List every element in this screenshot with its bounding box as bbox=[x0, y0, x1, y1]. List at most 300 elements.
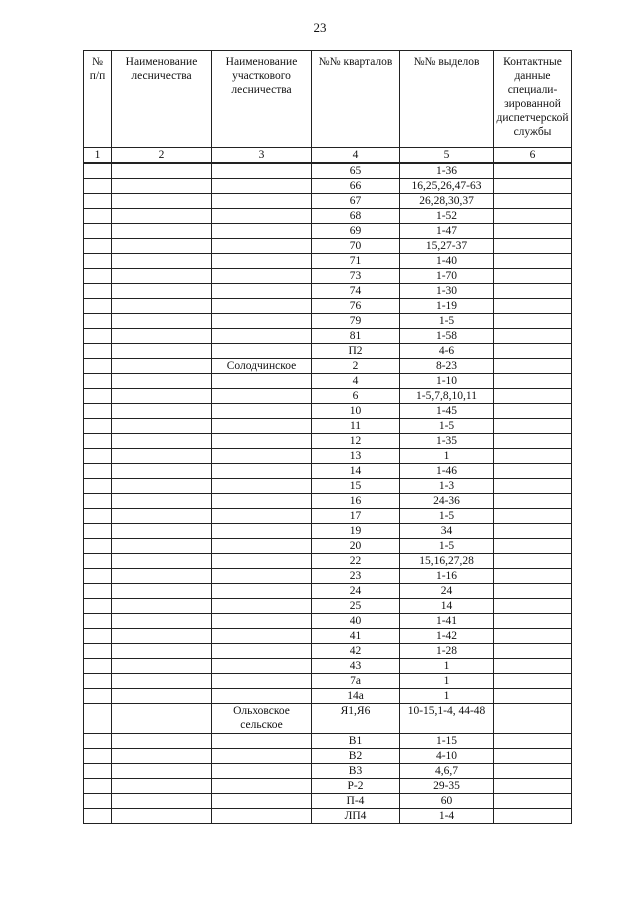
cell-allotment: 1-40 bbox=[400, 254, 494, 269]
table-row bbox=[84, 419, 572, 434]
cell-allotment: 1-5 bbox=[400, 314, 494, 329]
column-number: 3 bbox=[212, 148, 312, 164]
table-row bbox=[84, 209, 572, 224]
cell-contacts bbox=[494, 764, 572, 779]
cell-quarter: 15 bbox=[312, 479, 400, 494]
cell-district-forestry: Солодчинское bbox=[212, 359, 312, 374]
cell-forestry bbox=[112, 464, 212, 479]
cell-contacts bbox=[494, 269, 572, 284]
table-row bbox=[84, 314, 572, 329]
cell-quarter: 69 bbox=[312, 224, 400, 239]
cell-contacts bbox=[494, 254, 572, 269]
table-row bbox=[84, 239, 572, 254]
cell-allotment: 1 bbox=[400, 449, 494, 464]
cell-district-forestry bbox=[212, 179, 312, 194]
cell-contacts bbox=[494, 374, 572, 389]
table-row bbox=[84, 749, 572, 764]
cell-district-forestry bbox=[212, 644, 312, 659]
header-row bbox=[84, 51, 572, 148]
cell-allotment: 26,28,30,37 bbox=[400, 194, 494, 209]
cell-forestry bbox=[112, 764, 212, 779]
cell-quarter: 71 bbox=[312, 254, 400, 269]
cell-contacts bbox=[494, 464, 572, 479]
cell-quarter: 4 bbox=[312, 374, 400, 389]
cell-contacts bbox=[494, 674, 572, 689]
header-cell: №№ выделов bbox=[400, 51, 494, 148]
cell-district-forestry bbox=[212, 494, 312, 509]
cell-allotment: 15,16,27,28 bbox=[400, 554, 494, 569]
cell-district-forestry bbox=[212, 284, 312, 299]
cell-forestry bbox=[112, 449, 212, 464]
cell-allotment: 4-6 bbox=[400, 344, 494, 359]
table-row bbox=[84, 539, 572, 554]
cell-contacts bbox=[494, 494, 572, 509]
cell-allotment: 1-46 bbox=[400, 464, 494, 479]
cell-quarter: 41 bbox=[312, 629, 400, 644]
cell-contacts bbox=[494, 569, 572, 584]
cell-quarter: 20 bbox=[312, 539, 400, 554]
cell-district-forestry bbox=[212, 569, 312, 584]
cell-quarter: 79 bbox=[312, 314, 400, 329]
cell-quarter: Я1,Я6 bbox=[312, 704, 400, 734]
cell-number bbox=[84, 749, 112, 764]
cell-allotment: 60 bbox=[400, 794, 494, 809]
cell-number bbox=[84, 644, 112, 659]
cell-quarter: 42 bbox=[312, 644, 400, 659]
cell-contacts bbox=[494, 344, 572, 359]
cell-forestry bbox=[112, 344, 212, 359]
cell-forestry bbox=[112, 584, 212, 599]
cell-contacts bbox=[494, 239, 572, 254]
cell-number bbox=[84, 284, 112, 299]
table-row bbox=[84, 569, 572, 584]
cell-number bbox=[84, 224, 112, 239]
cell-number bbox=[84, 599, 112, 614]
cell-contacts bbox=[494, 389, 572, 404]
cell-forestry bbox=[112, 299, 212, 314]
cell-number bbox=[84, 404, 112, 419]
cell-forestry bbox=[112, 254, 212, 269]
cell-forestry bbox=[112, 809, 212, 824]
cell-forestry bbox=[112, 599, 212, 614]
cell-district-forestry bbox=[212, 224, 312, 239]
cell-district-forestry bbox=[212, 419, 312, 434]
cell-quarter: 70 bbox=[312, 239, 400, 254]
cell-number bbox=[84, 539, 112, 554]
cell-number bbox=[84, 269, 112, 284]
cell-contacts bbox=[494, 704, 572, 734]
cell-number bbox=[84, 329, 112, 344]
cell-number bbox=[84, 509, 112, 524]
table-row bbox=[84, 809, 572, 824]
cell-contacts bbox=[494, 163, 572, 179]
cell-allotment: 15,27-37 bbox=[400, 239, 494, 254]
cell-district-forestry bbox=[212, 239, 312, 254]
cell-forestry bbox=[112, 509, 212, 524]
cell-contacts bbox=[494, 599, 572, 614]
cell-quarter: П2 bbox=[312, 344, 400, 359]
cell-number bbox=[84, 179, 112, 194]
column-number-row bbox=[84, 148, 572, 164]
cell-number bbox=[84, 419, 112, 434]
cell-district-forestry bbox=[212, 509, 312, 524]
cell-number bbox=[84, 359, 112, 374]
cell-number bbox=[84, 449, 112, 464]
cell-allotment: 1-30 bbox=[400, 284, 494, 299]
cell-district-forestry bbox=[212, 554, 312, 569]
cell-allotment: 1-42 bbox=[400, 629, 494, 644]
table-row bbox=[84, 479, 572, 494]
cell-quarter: 66 bbox=[312, 179, 400, 194]
cell-contacts bbox=[494, 659, 572, 674]
column-number: 1 bbox=[84, 148, 112, 164]
cell-district-forestry bbox=[212, 674, 312, 689]
cell-number bbox=[84, 209, 112, 224]
cell-forestry bbox=[112, 374, 212, 389]
cell-number bbox=[84, 389, 112, 404]
column-number: 2 bbox=[112, 148, 212, 164]
cell-forestry bbox=[112, 359, 212, 374]
cell-contacts bbox=[494, 749, 572, 764]
cell-forestry bbox=[112, 179, 212, 194]
cell-forestry bbox=[112, 734, 212, 749]
column-number: 5 bbox=[400, 148, 494, 164]
cell-quarter: 13 bbox=[312, 449, 400, 464]
cell-quarter: 22 bbox=[312, 554, 400, 569]
cell-forestry bbox=[112, 644, 212, 659]
cell-district-forestry: Ольховское сельское bbox=[212, 704, 312, 734]
table-row bbox=[84, 779, 572, 794]
cell-district-forestry bbox=[212, 269, 312, 284]
cell-number bbox=[84, 794, 112, 809]
cell-number bbox=[84, 554, 112, 569]
cell-quarter: В1 bbox=[312, 734, 400, 749]
cell-quarter: 14а bbox=[312, 689, 400, 704]
cell-forestry bbox=[112, 749, 212, 764]
cell-number bbox=[84, 479, 112, 494]
cell-allotment: 1 bbox=[400, 674, 494, 689]
cell-district-forestry bbox=[212, 599, 312, 614]
cell-number bbox=[84, 524, 112, 539]
cell-allotment: 34 bbox=[400, 524, 494, 539]
cell-quarter: 25 bbox=[312, 599, 400, 614]
cell-district-forestry bbox=[212, 809, 312, 824]
cell-district-forestry bbox=[212, 314, 312, 329]
cell-allotment: 24 bbox=[400, 584, 494, 599]
cell-quarter: 7а bbox=[312, 674, 400, 689]
cell-number bbox=[84, 809, 112, 824]
cell-contacts bbox=[494, 644, 572, 659]
cell-allotment: 4,6,7 bbox=[400, 764, 494, 779]
cell-allotment: 1-16 bbox=[400, 569, 494, 584]
cell-number bbox=[84, 674, 112, 689]
cell-number bbox=[84, 344, 112, 359]
cell-district-forestry bbox=[212, 329, 312, 344]
cell-quarter: 11 bbox=[312, 419, 400, 434]
table-row bbox=[84, 254, 572, 269]
cell-forestry bbox=[112, 329, 212, 344]
table-row bbox=[84, 794, 572, 809]
cell-number bbox=[84, 734, 112, 749]
cell-contacts bbox=[494, 449, 572, 464]
cell-forestry bbox=[112, 284, 212, 299]
cell-forestry bbox=[112, 674, 212, 689]
cell-quarter: 23 bbox=[312, 569, 400, 584]
cell-quarter: 10 bbox=[312, 404, 400, 419]
table-row bbox=[84, 194, 572, 209]
cell-district-forestry bbox=[212, 629, 312, 644]
cell-forestry bbox=[112, 209, 212, 224]
cell-contacts bbox=[494, 794, 572, 809]
cell-contacts bbox=[494, 434, 572, 449]
table-row bbox=[84, 434, 572, 449]
cell-allotment: 4-10 bbox=[400, 749, 494, 764]
cell-number bbox=[84, 689, 112, 704]
cell-number bbox=[84, 299, 112, 314]
table-row bbox=[84, 494, 572, 509]
table-row bbox=[84, 614, 572, 629]
cell-allotment: 1 bbox=[400, 689, 494, 704]
cell-quarter: 17 bbox=[312, 509, 400, 524]
cell-number bbox=[84, 494, 112, 509]
table-row bbox=[84, 704, 572, 734]
header-cell: № п/п bbox=[84, 51, 112, 148]
cell-quarter: 43 bbox=[312, 659, 400, 674]
cell-forestry bbox=[112, 794, 212, 809]
cell-quarter: В2 bbox=[312, 749, 400, 764]
cell-contacts bbox=[494, 224, 572, 239]
header-cell: Наименование лесничества bbox=[112, 51, 212, 148]
cell-forestry bbox=[112, 689, 212, 704]
cell-contacts bbox=[494, 404, 572, 419]
cell-allotment: 1-5 bbox=[400, 509, 494, 524]
cell-forestry bbox=[112, 239, 212, 254]
cell-allotment: 1-47 bbox=[400, 224, 494, 239]
cell-district-forestry bbox=[212, 389, 312, 404]
cell-number bbox=[84, 659, 112, 674]
column-number: 6 bbox=[494, 148, 572, 164]
cell-contacts bbox=[494, 194, 572, 209]
cell-allotment: 1-36 bbox=[400, 163, 494, 179]
table-row bbox=[84, 464, 572, 479]
cell-forestry bbox=[112, 404, 212, 419]
table-row bbox=[84, 163, 572, 179]
cell-district-forestry bbox=[212, 659, 312, 674]
cell-district-forestry bbox=[212, 524, 312, 539]
cell-district-forestry bbox=[212, 689, 312, 704]
cell-quarter: ЛП4 bbox=[312, 809, 400, 824]
cell-contacts bbox=[494, 359, 572, 374]
cell-quarter: 12 bbox=[312, 434, 400, 449]
cell-forestry bbox=[112, 614, 212, 629]
table-row bbox=[84, 554, 572, 569]
cell-number bbox=[84, 764, 112, 779]
cell-district-forestry bbox=[212, 794, 312, 809]
cell-forestry bbox=[112, 269, 212, 284]
cell-allotment: 1 bbox=[400, 659, 494, 674]
cell-allotment: 24-36 bbox=[400, 494, 494, 509]
cell-contacts bbox=[494, 209, 572, 224]
cell-district-forestry bbox=[212, 749, 312, 764]
cell-allotment: 1-41 bbox=[400, 614, 494, 629]
cell-quarter: 6 bbox=[312, 389, 400, 404]
cell-forestry bbox=[112, 779, 212, 794]
cell-number bbox=[84, 704, 112, 734]
cell-contacts bbox=[494, 479, 572, 494]
cell-district-forestry bbox=[212, 299, 312, 314]
cell-quarter: 16 bbox=[312, 494, 400, 509]
cell-district-forestry bbox=[212, 209, 312, 224]
cell-contacts bbox=[494, 284, 572, 299]
cell-forestry bbox=[112, 194, 212, 209]
table-row bbox=[84, 629, 572, 644]
table-row bbox=[84, 764, 572, 779]
cell-allotment: 1-5 bbox=[400, 539, 494, 554]
cell-forestry bbox=[112, 224, 212, 239]
table-row bbox=[84, 299, 572, 314]
cell-district-forestry bbox=[212, 614, 312, 629]
cell-forestry bbox=[112, 314, 212, 329]
cell-contacts bbox=[494, 629, 572, 644]
cell-quarter: 68 bbox=[312, 209, 400, 224]
cell-forestry bbox=[112, 494, 212, 509]
cell-allotment: 1-15 bbox=[400, 734, 494, 749]
forestry-table bbox=[83, 50, 572, 824]
cell-district-forestry bbox=[212, 734, 312, 749]
cell-number bbox=[84, 614, 112, 629]
cell-district-forestry bbox=[212, 344, 312, 359]
cell-allotment: 1-58 bbox=[400, 329, 494, 344]
cell-forestry bbox=[112, 539, 212, 554]
cell-allotment: 1-5,7,8,10,11 bbox=[400, 389, 494, 404]
cell-allotment: 1-5 bbox=[400, 419, 494, 434]
table-row bbox=[84, 224, 572, 239]
cell-district-forestry bbox=[212, 449, 312, 464]
table-row bbox=[84, 404, 572, 419]
cell-number bbox=[84, 629, 112, 644]
cell-contacts bbox=[494, 584, 572, 599]
cell-quarter: 73 bbox=[312, 269, 400, 284]
header-cell: №№ кварталов bbox=[312, 51, 400, 148]
cell-quarter: 2 bbox=[312, 359, 400, 374]
cell-district-forestry bbox=[212, 779, 312, 794]
cell-number bbox=[84, 239, 112, 254]
cell-number bbox=[84, 569, 112, 584]
cell-contacts bbox=[494, 419, 572, 434]
cell-number bbox=[84, 194, 112, 209]
cell-contacts bbox=[494, 524, 572, 539]
cell-allotment: 1-52 bbox=[400, 209, 494, 224]
cell-contacts bbox=[494, 539, 572, 554]
cell-forestry bbox=[112, 569, 212, 584]
header-cell: Наименование участкового лесничества bbox=[212, 51, 312, 148]
cell-quarter: 74 bbox=[312, 284, 400, 299]
cell-allotment: 1-3 bbox=[400, 479, 494, 494]
cell-allotment: 1-4 bbox=[400, 809, 494, 824]
cell-contacts bbox=[494, 809, 572, 824]
cell-forestry bbox=[112, 524, 212, 539]
cell-contacts bbox=[494, 554, 572, 569]
cell-quarter: 76 bbox=[312, 299, 400, 314]
cell-allotment: 1-28 bbox=[400, 644, 494, 659]
cell-allotment: 1-45 bbox=[400, 404, 494, 419]
cell-number bbox=[84, 464, 112, 479]
cell-quarter: 24 bbox=[312, 584, 400, 599]
cell-number bbox=[84, 163, 112, 179]
cell-district-forestry bbox=[212, 254, 312, 269]
cell-district-forestry bbox=[212, 479, 312, 494]
table-row bbox=[84, 389, 572, 404]
table-row bbox=[84, 329, 572, 344]
table-row bbox=[84, 734, 572, 749]
cell-quarter: 65 bbox=[312, 163, 400, 179]
cell-number bbox=[84, 374, 112, 389]
table-row bbox=[84, 374, 572, 389]
cell-forestry bbox=[112, 479, 212, 494]
cell-district-forestry bbox=[212, 194, 312, 209]
cell-district-forestry bbox=[212, 464, 312, 479]
cell-number bbox=[84, 434, 112, 449]
cell-district-forestry bbox=[212, 539, 312, 554]
table-row bbox=[84, 674, 572, 689]
cell-quarter: 81 bbox=[312, 329, 400, 344]
cell-quarter: 19 bbox=[312, 524, 400, 539]
cell-quarter: 67 bbox=[312, 194, 400, 209]
cell-quarter: Р-2 bbox=[312, 779, 400, 794]
cell-allotment: 29-35 bbox=[400, 779, 494, 794]
cell-forestry bbox=[112, 704, 212, 734]
cell-forestry bbox=[112, 554, 212, 569]
cell-district-forestry bbox=[212, 764, 312, 779]
cell-allotment: 1-70 bbox=[400, 269, 494, 284]
cell-allotment: 14 bbox=[400, 599, 494, 614]
cell-quarter: 14 bbox=[312, 464, 400, 479]
cell-contacts bbox=[494, 179, 572, 194]
cell-forestry bbox=[112, 389, 212, 404]
cell-contacts bbox=[494, 509, 572, 524]
table-row bbox=[84, 359, 572, 374]
cell-quarter: В3 bbox=[312, 764, 400, 779]
header-cell: Контактные данные специали-зированной диспетчерской службы bbox=[494, 51, 572, 148]
cell-district-forestry bbox=[212, 434, 312, 449]
cell-quarter: П-4 bbox=[312, 794, 400, 809]
cell-district-forestry bbox=[212, 404, 312, 419]
table-row bbox=[84, 449, 572, 464]
table-row bbox=[84, 644, 572, 659]
cell-forestry bbox=[112, 659, 212, 674]
table-row bbox=[84, 269, 572, 284]
cell-allotment: 16,25,26,47-63 bbox=[400, 179, 494, 194]
cell-forestry bbox=[112, 163, 212, 179]
cell-number bbox=[84, 779, 112, 794]
cell-contacts bbox=[494, 314, 572, 329]
cell-contacts bbox=[494, 614, 572, 629]
table-body bbox=[84, 163, 572, 824]
cell-contacts bbox=[494, 779, 572, 794]
table-row bbox=[84, 509, 572, 524]
table-row bbox=[84, 584, 572, 599]
table-row bbox=[84, 659, 572, 674]
cell-forestry bbox=[112, 629, 212, 644]
cell-allotment: 8-23 bbox=[400, 359, 494, 374]
page-number: 23 bbox=[313, 20, 327, 35]
cell-district-forestry bbox=[212, 374, 312, 389]
table-row bbox=[84, 599, 572, 614]
cell-allotment: 1-19 bbox=[400, 299, 494, 314]
cell-district-forestry bbox=[212, 584, 312, 599]
cell-allotment: 10-15,1-4, 44-48 bbox=[400, 704, 494, 734]
cell-contacts bbox=[494, 329, 572, 344]
